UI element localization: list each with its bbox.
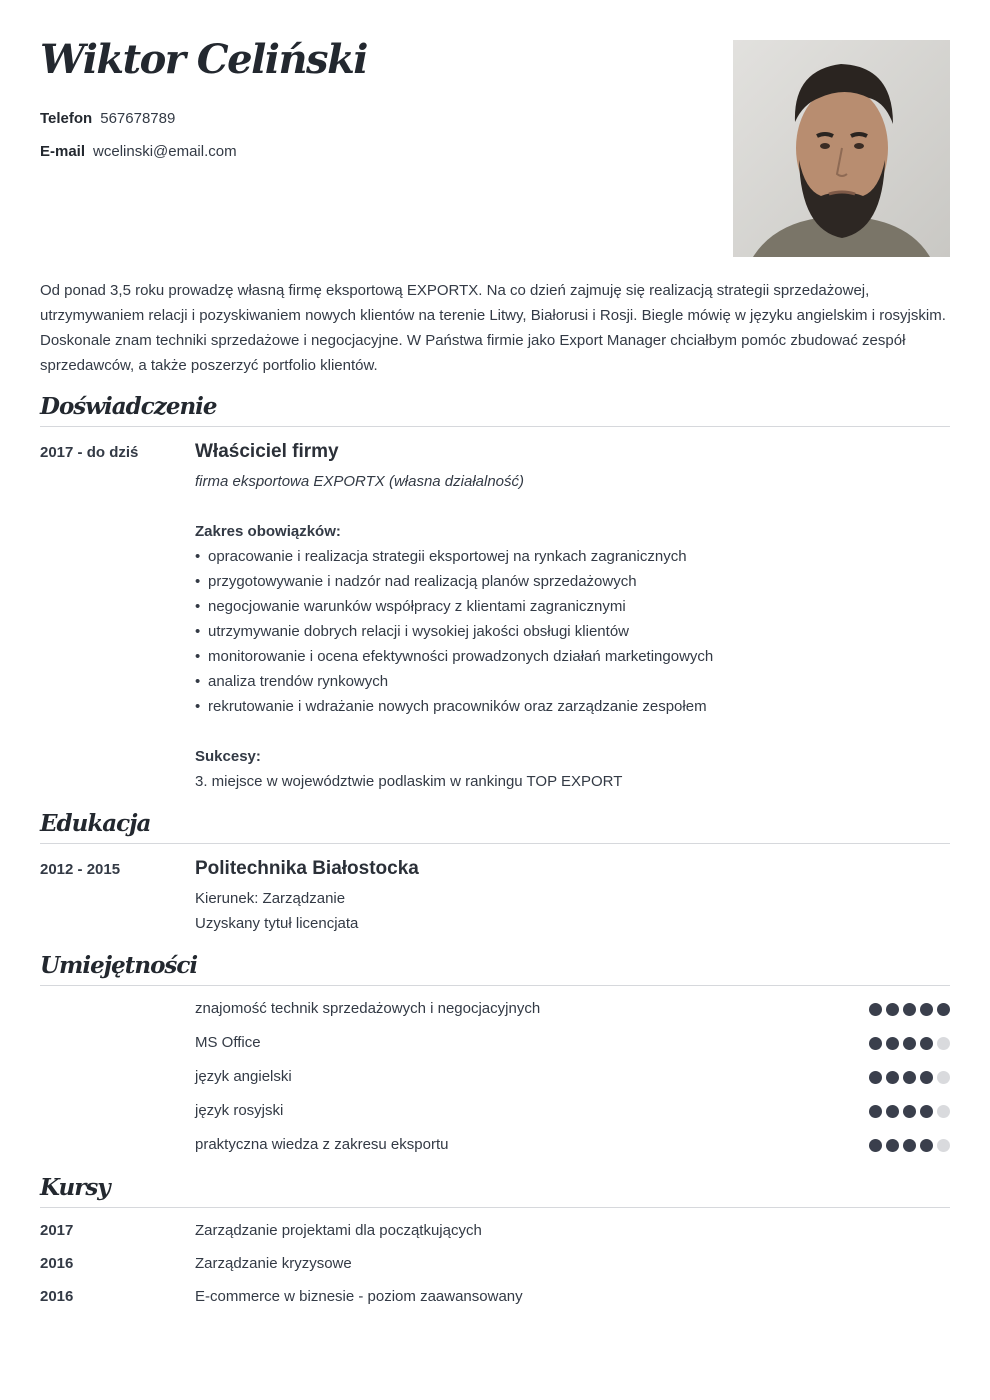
portrait-icon (733, 40, 950, 257)
list-item: • rekrutowanie i wdrażanie nowych pracowników oraz zarządzanie zespołem (195, 694, 950, 719)
list-item: • utrzymywanie dobrych relacji i wysokiej jakości obsługi klientów (195, 619, 950, 644)
rating-dot-filled (903, 1037, 916, 1050)
skill-row (195, 1068, 950, 1088)
rating-dot-filled (869, 1139, 882, 1152)
degree-obtained: Uzyskany tytuł licencjata (195, 915, 359, 932)
success-text: 3. miejsce w województwie podlaskim w rankingu TOP EXPORT (195, 773, 623, 790)
rating-dot-filled (886, 1071, 899, 1084)
course-name: Zarządzanie projektami dla początkujących (195, 1222, 482, 1239)
rating-dot-filled (920, 1139, 933, 1152)
rating-dot-empty (937, 1037, 950, 1050)
education-date: 2012 - 2015 (40, 861, 121, 878)
rating-dot-filled (886, 1105, 899, 1118)
education-entry (195, 858, 950, 936)
skill-row (195, 1102, 950, 1122)
education-divider (40, 843, 950, 844)
skill-name: język rosyjski (195, 1102, 284, 1119)
rating-dot-filled (903, 1105, 916, 1118)
rating-dot-filled (869, 1037, 882, 1050)
skill-row (195, 1000, 950, 1020)
email-line (40, 143, 237, 160)
profile-summary: Od ponad 3,5 roku prowadzę własną firmę eksportową EXPORTX. Na co dzień zajmuję się realizacją strategii sprzedażowej, utrzymywaniem relacji i pozyskiwaniem nowych klientów na terenie Litwy, Białorusi i Rosji. Biegle mówię w języku angielskim i rosyjskim. Doskonale znam techniki sprzedażowe i negocjacyjne. W Państwa firmie jako Export Manager chciałbym pomóc zbudować zespół sprzedawców, a także poszerzyć portfolio klientów. (40, 282, 946, 374)
rating-dot-empty (937, 1071, 950, 1084)
list-item: • opracowanie i realizacja strategii eksportowej na rynkach zagranicznych (195, 544, 950, 569)
email-label: E-mail (40, 143, 86, 160)
phone-label: Telefon (40, 110, 93, 127)
profile-photo (733, 40, 950, 257)
phone-line (40, 110, 175, 127)
rating-dot-filled (886, 1139, 899, 1152)
rating-dot-filled (903, 1139, 916, 1152)
skill-row (195, 1034, 950, 1054)
rating-dot-empty (937, 1139, 950, 1152)
rating-dot-filled (869, 1003, 882, 1016)
list-item: • analiza trendów rynkowych (195, 669, 950, 694)
skill-name: praktyczna wiedza z zakresu eksportu (195, 1136, 449, 1153)
rating-dot-filled (920, 1105, 933, 1118)
course-name: E-commerce w biznesie - poziom zaawansowany (195, 1288, 523, 1305)
rating-dot-filled (869, 1071, 882, 1084)
company-name: firma eksportowa EXPORTX (własna działalność) (195, 473, 525, 490)
skill-rating (869, 1071, 950, 1084)
list-item: • przygotowywanie i nadzór nad realizacją planów sprzedażowych (195, 569, 950, 594)
skill-row (195, 1136, 950, 1156)
rating-dot-filled (903, 1071, 916, 1084)
skills-divider (40, 985, 950, 986)
course-year: 2017 (40, 1222, 74, 1239)
course-year: 2016 (40, 1255, 74, 1272)
rating-dot-filled (886, 1037, 899, 1050)
email-value: wcelinski@email.com (93, 143, 237, 160)
rating-dot-filled (920, 1037, 933, 1050)
rating-dot-empty (937, 1105, 950, 1118)
rating-dot-filled (886, 1003, 899, 1016)
experience-divider (40, 426, 950, 427)
rating-dot-filled (920, 1003, 933, 1016)
list-item: • negocjowanie warunków współpracy z klientami zagranicznymi (195, 594, 950, 619)
skill-rating (869, 1105, 950, 1118)
skill-rating (869, 1139, 950, 1152)
course-year: 2016 (40, 1288, 74, 1305)
experience-entry (195, 441, 950, 794)
experience-date: 2017 - do dziś (40, 444, 139, 461)
skill-rating (869, 1003, 950, 1016)
skill-rating (869, 1037, 950, 1050)
phone-value: 567678789 (100, 110, 176, 127)
duties-label: Zakres obowiązków: (195, 523, 341, 540)
experience-heading: Doświadczenie (40, 393, 217, 420)
rating-dot-filled (920, 1071, 933, 1084)
job-position: Właściciel firmy (195, 441, 339, 462)
courses-divider (40, 1207, 950, 1208)
duties-list (195, 544, 950, 719)
rating-dot-filled (903, 1003, 916, 1016)
education-heading: Edukacja (40, 810, 151, 837)
rating-dot-filled (869, 1105, 882, 1118)
skill-name: język angielski (195, 1068, 292, 1085)
rating-dot-filled (937, 1003, 950, 1016)
course-name: Zarządzanie kryzysowe (195, 1255, 352, 1272)
skills-heading: Umiejętności (40, 952, 198, 979)
courses-heading: Kursy (40, 1174, 110, 1201)
field-of-study: Kierunek: Zarządzanie (195, 890, 346, 907)
skill-name: znajomość technik sprzedażowych i negocjacyjnych (195, 1000, 541, 1017)
list-item: • monitorowanie i ocena efektywności prowadzonych działań marketingowych (195, 644, 950, 669)
school-name: Politechnika Białostocka (195, 858, 419, 879)
skill-name: MS Office (195, 1034, 261, 1051)
candidate-name: Wiktor Celiński (40, 36, 367, 83)
success-label: Sukcesy: (195, 748, 261, 765)
